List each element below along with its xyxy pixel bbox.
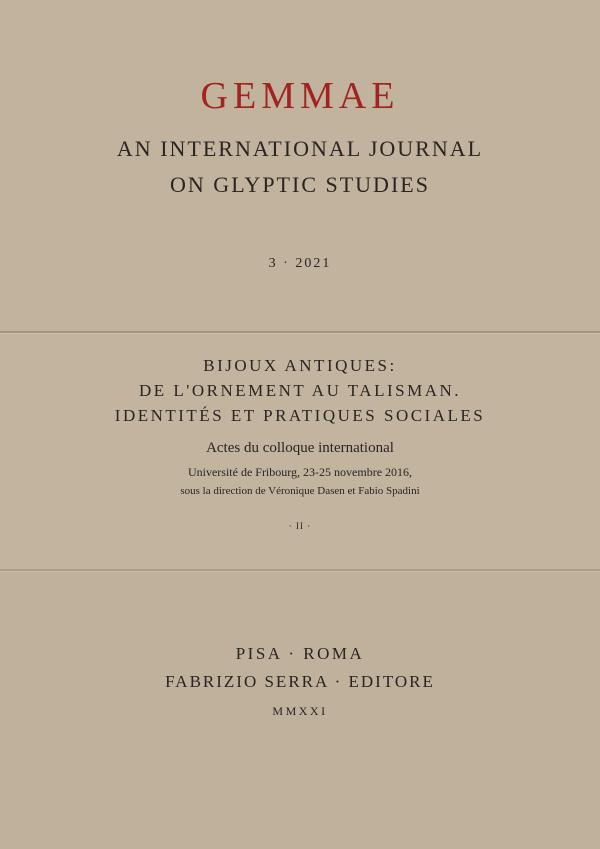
- thematic-title-line1: BIJOUX ANTIQUES:: [203, 356, 397, 375]
- publisher-place: PISA · ROMA: [235, 644, 365, 663]
- cover-top-panel: [0, 0, 600, 332]
- fold-divider-upper: [0, 331, 600, 333]
- journal-subtitle-line1: AN INTERNATIONAL JOURNAL: [116, 136, 484, 161]
- volume-number: · II ·: [288, 521, 312, 531]
- issue-number: 3 · 2021: [268, 256, 332, 271]
- fold-divider-lower: [0, 569, 600, 571]
- volume-editors: sous la direction de Véronique Dasen et Fabio Spadini: [180, 485, 420, 497]
- publication-year: MMXXI: [272, 704, 328, 718]
- conference-venue: Université de Fribourg, 23-25 novembre 2016,: [187, 465, 413, 479]
- journal-title: GEMMAE: [200, 75, 400, 117]
- proceedings-label: Actes du colloque international: [206, 440, 394, 456]
- journal-subtitle-line2: ON GLYPTIC STUDIES: [170, 172, 430, 197]
- thematic-title-line3: IDENTITÉS ET PRATIQUES SOCIALES: [114, 406, 486, 425]
- publisher-name: FABRIZIO SERRA · EDITORE: [165, 672, 435, 691]
- thematic-title-line2: DE L'ORNEMENT AU TALISMAN.: [138, 381, 462, 400]
